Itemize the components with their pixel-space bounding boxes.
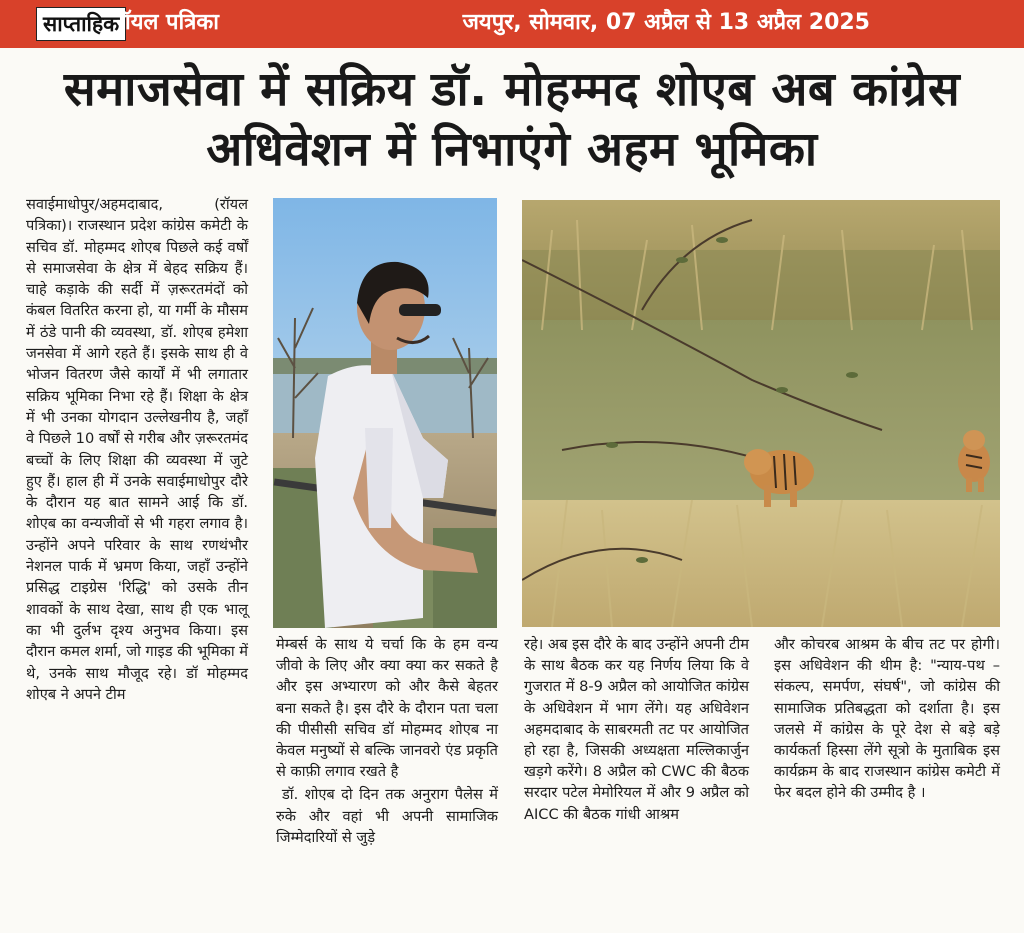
newspaper-name: रॉयल पत्रिका [116,10,219,35]
article-column-1: सवाईमाधोपुर/अहमदाबाद, (रॉयल पत्रिका)। राजस्थान प्रदेश कांग्रेस कमेटी के सचिव डॉ. मोहम्मद शोएब पिछले कई वर्षों से समाजसेवा के क्षेत्र में बेहद सक्रिय हैं। चाहे कड़ाके की सर्दी में ज़रूरतमंदों को कंबल वितरित करना हो, या गर्मी के मौसम में ठंडे पानी की व्यवस्था, डॉ. शोएब हमेशा जनसेवा में आगे रहते हैं। इसके साथ ही वे भोजन वितरण जैसे कार्यों में भी लगातार सक्रिय भूमिका निभा रहे हैं। शिक्षा के क्षेत्र में भी उनका योगदान उल्लेखनीय है, जहाँ वे पिछले 10 वर्षों से गरीब और ज़रूरतमंद बच्चों के लिए शिक्षा की व्यवस्था में जुटे हुए हैं। हाल ही में उनके सवाईमाधोपुर दौरे के दौरान यह बात सामने आई कि डॉ. शोएब का वन्यजीवों से भी गहरा लगाव है। उन्होंने अपने परिवार के साथ रणथंभौर नेशनल पार्क में भ्रमण किया, जहाँ उन्होंने प्रसिद्ध टाइग्रेस 'रिद्धि' को उसके तीन शावकों के साथ देखा, साथ ही एक भालू का भी दुर्लभ दृश्य अनुभव किया। इस दौरान कमल शर्मा, जो गाइड की भूमिका में थे, उनके साथ मौजूद रहे। डॉ मोहम्मद शोएब ने अपने टीम [26,196,248,703]
photo-tigress-with-cubs [522,200,1000,627]
photo-dr-shoaib-safari [273,198,497,628]
article-column-3: रहे। अब इस दौरे के बाद उन्होंने अपनी टीम के साथ बैठक कर यह निर्णय लिया कि वे गुजरात में 8-9 अप्रैल को आयोजित कांग्रेस के अधिवेशन में भाग लेंगे। यह अधिवेशन अहमदाबाद के साबरमती तट पर आयोजित हो रहा है, जिसकी अध्यक्षता मल्लिकार्जुन खड़गे करेंगे। 8 अप्रैल को CWC की बैठक सरदार पटेल मेमोरियल में और 9 अप्रैल को AICC की बैठक गांधी आश्रम [524,636,750,823]
article-column-4: और कोचरब आश्रम के बीच तट पर होगी। इस अधिवेशन की थीम है: "न्याय-पथ – संकल्प, समर्पण, संघर्ष", जो कांग्रेस की सामाजिक प्रतिबद्धता को दर्शाता है। इस जलसे में कांग्रेस के पूरे देश से बड़े बड़े कार्यकर्ता हिस्सा लेंगे सूत्रो के मुताबिक इस कार्यक्रम के बाद राजस्थान कांग्रेस कमेटी में फेर बदल होने की उम्मीद है । [774,636,1000,802]
article-headline [20,60,1004,180]
headline-line-1: समाजसेवा में सक्रिय डॉ. मोहम्मद शोएब अब कांग्रेस [63,62,961,117]
column-2-paragraph-2: डॉ. शोएब दो दिन तक अनुराग पैलेस में रुके और वहां भी अपनी सामाजिक जिम्मेदारियों से जुड़े [276,786,498,846]
masthead-bar [0,0,1024,48]
column-2-paragraph-1: मेम्बर्स के साथ ये चर्चा कि के हम वन्य जीवो के लिए और क्या क्या कर सकते है और इस अभ्यारण को और कैसे बेहतर बना सकते है। इस दौरे के दौरान पता चला की पीसीसी सचिव डॉ मोहम्मद शोएब ना केवल मनुष्यों से बल्कि जानवरो एंड प्रकृति से काफ़ी लगाव रखते है [276,636,498,781]
headline-line-2: अधिवेशन में निभाएंगे अहम भूमिका [206,122,818,177]
article-column-2 [276,634,498,848]
brand-weekly-label: साप्ताहिक [36,7,126,41]
issue-dateline: जयपुर, सोमवार, 07 अप्रैल से 13 अप्रैल 2025 [462,10,870,35]
